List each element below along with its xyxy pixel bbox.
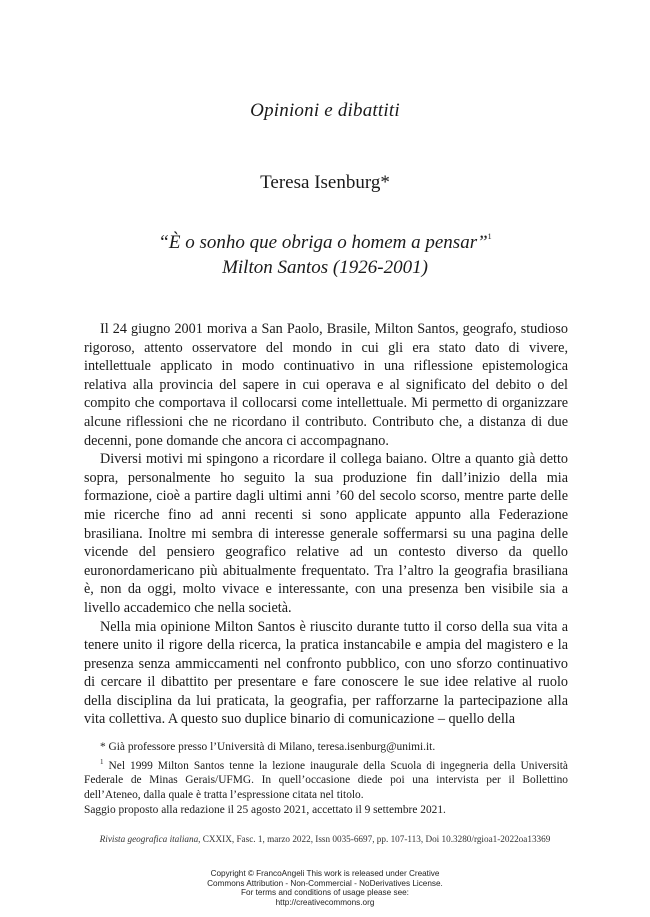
body-paragraph: Nella mia opinione Milton Santos è riuscito durante tutto il corso della sua vita a tenere unito il rigore della ricerca, la pratica instancabile e ampia del magistero e la presenza senza ammiccamenti nel confronto pubblico, con uno sforzo continuativo di cercare il dibattito per presentare e fare conoscere le sue idee relative al ruolo della disciplina da lui praticata, la geografia, per rafforzarne la partecipazione alla vita collettiva. A questo suo duplice binario di comunicazione – quello della (84, 618, 568, 728)
copyright-link[interactable]: http://creativecommons.org (275, 897, 375, 907)
article-title-line-1 (0, 224, 650, 255)
body-paragraph: Il 24 giugno 2001 moriva a San Paolo, Brasile, Milton Santos, geografo, studioso rigoroso, attento osservatore del mondo in cui gli era stato dato di vivere, intellettuale applicato in modo continuativo in una riflessione epistemologica relativa alla provincia del sapere in cui operava e al significato del debito o del compito che comportava il collocarsi come intellettuale. Mi permetto di organizzare alcune riflessioni che ne ricordano il contributo. Contributo che, a distanza di due decenni, pone domande che ancora ci accompagnano. (84, 321, 568, 449)
footnote-1-marker: 1 (100, 757, 104, 766)
footnote-1 (84, 755, 568, 803)
body-paragraph: Diversi motivi mi spingono a ricordare il collega baiano. Oltre a quanto già detto sopra, personalmente ho seguito la sua produzione fin dall’inizio della mia formazione, cioè a partire dagli ultimi anni ’60 del secolo scorso, mentre parte delle mie ricerche fino ad anni recenti si sono applicate appunto alla Federazione brasiliana. Inoltre mi sembra di interesse generale soffermarsi su una pagina delle vicende del pensiero geografico relative ad un contesto diverso da quello euronordamericano più abitualmente frequentato. Tra l’altro la geografia brasiliana è, non da oggi, molto vivace e interessante, con una presenza ben visibile sia a livello accademico che nella società. (84, 451, 568, 616)
footnote-1-text: Nel 1999 Milton Santos tenne la lezione inaugurale della Scuola di ingegneria della Università Federale de Minas Gerais/UFMG. In quell’occasione diede poi una intervista per il Bollettino dell’Ateneo, dalla quale è tratta l’espressione citata nel titolo. (84, 759, 568, 801)
article-title (0, 224, 650, 280)
copyright-line: Commons Attribution - Non-Commercial - NoDerivatives License. (207, 878, 443, 888)
citation-details: , CXXIX, Fasc. 1, marzo 2022, Issn 0035-6697, pp. 107-113, Doi 10.3280/rgioa1-2022oa13369 (198, 834, 551, 844)
footnotes (84, 740, 568, 802)
footnote-author: * Già professore presso l’Università di Milano, teresa.isenburg@unimi.it. (100, 741, 436, 753)
copyright-line: Copyright © FrancoAngeli This work is released under Creative (210, 869, 440, 878)
copyright-notice (0, 869, 650, 907)
submission-dates: Saggio proposto alla redazione il 25 agosto 2021, accettato il 9 settembre 2021. (84, 804, 446, 816)
section-title: Opinioni e dibattiti (250, 100, 400, 121)
body-text (84, 320, 568, 729)
article-title-quote: “È o sonho que obriga o homem a pensar” (158, 232, 488, 253)
author-name: Teresa Isenburg* (260, 172, 390, 193)
article-title-line-2: Milton Santos (1926-2001) (222, 257, 428, 278)
citation-line (0, 834, 650, 844)
title-footnote-marker[interactable]: 1 (487, 232, 492, 241)
journal-name: Rivista geografica italiana (99, 834, 199, 844)
copyright-line: For terms and conditions of usage please see: (241, 888, 409, 898)
